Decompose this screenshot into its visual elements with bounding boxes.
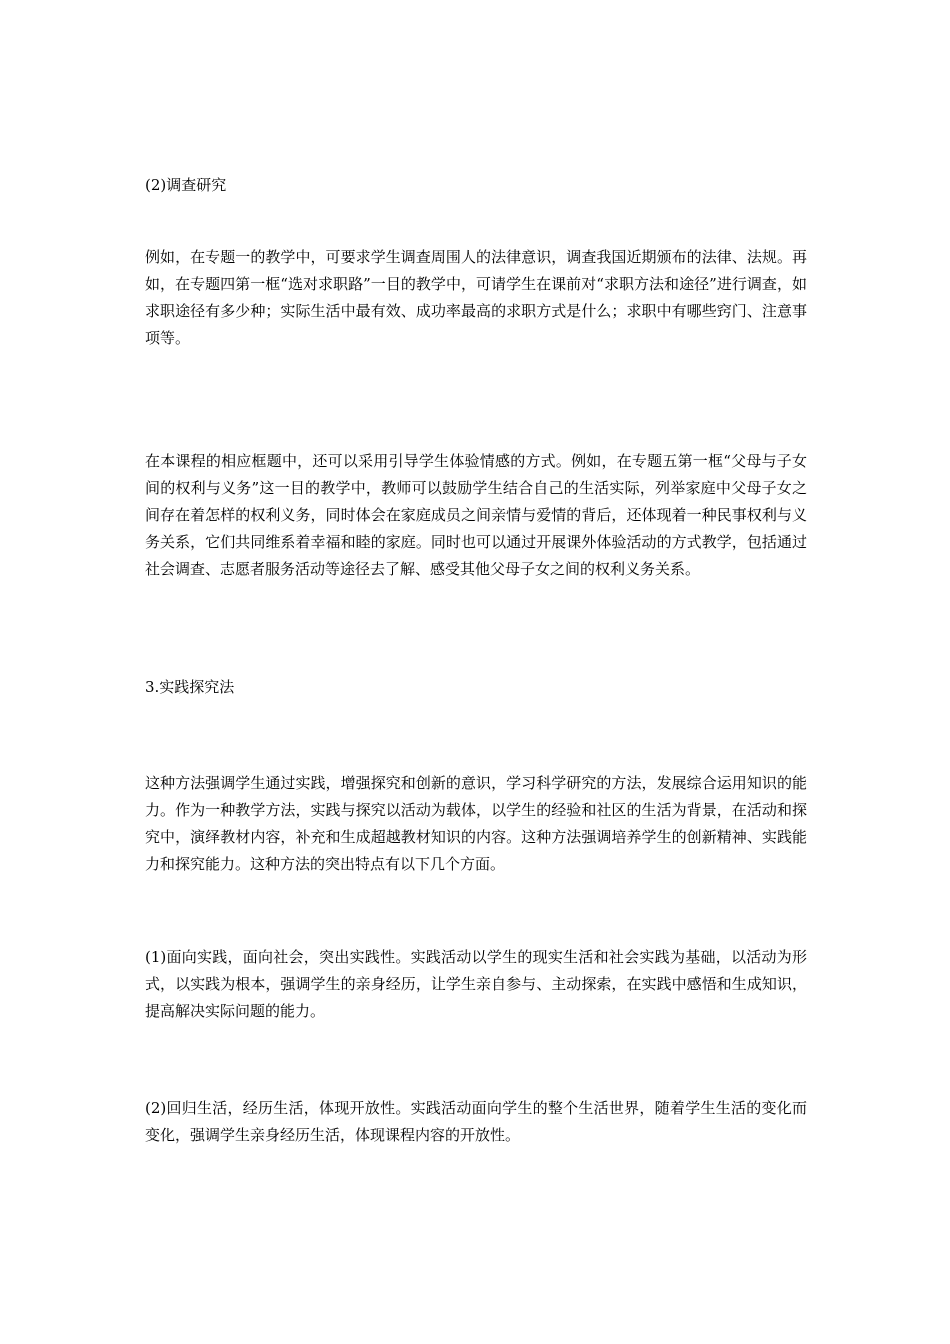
paragraph-feature-openness: (2)回归生活，经历生活，体现开放性。实践活动面向学生的整个生活世界，随着学生生活的变化而变化，强调学生亲身经历生活，体现课程内容的开放性。 xyxy=(145,1099,807,1144)
paragraph-practice-method: 这种方法强调学生通过实践，增强探究和创新的意识，学习科学研究的方法，发展综合运用知识的能力。作为一种教学方法，实践与探究以活动为载体，以学生的经验和社区的生活为背景，在活动和探究中，演绎教材内容，补充和生成超越教材知识的内容。这种方法强调培养学生的创新精神、实践能力和探究能力。这种方法的突出特点有以下几个方面。 xyxy=(145,774,807,873)
section-heading-survey-research: (2)调查研究 xyxy=(145,176,227,194)
paragraph-emotional-experience: 在本课程的相应框题中，还可以采用引导学生体验情感的方式。例如，在专题五第一框“父母与子女间的权利与义务”这一目的教学中，教师可以鼓励学生结合自己的生活实际，列举家庭中父母子女之间存在着怎样的权利义务，同时体会在家庭成员之间亲情与爱情的背后，还体现着一种民事权利与义务关系，它们共同维系着幸福和睦的家庭。同时也可以通过开展课外体验活动的方式教学，包括通过社会调查、志愿者服务活动等途径去了解、感受其他父母子女之间的权利义务关系。 xyxy=(145,452,807,578)
paragraph-feature-practicality: (1)面向实践，面向社会，突出实践性。实践活动以学生的现实生活和社会实践为基础，以活动为形式，以实践为根本，强调学生的亲身经历，让学生亲自参与、主动探索，在实践中感悟和生成知识，提高解决实际问题的能力。 xyxy=(145,948,807,1020)
paragraph-survey-examples: 例如，在专题一的教学中，可要求学生调查周围人的法律意识，调查我国近期颁布的法律、法规。再如，在专题四第一框“选对求职路”一目的教学中，可请学生在课前对“求职方法和途径”进行调查，如求职途径有多少种；实际生活中最有效、成功率最高的求职方式是什么；求职中有哪些窍门、注意事项等。 xyxy=(145,248,807,347)
section-heading-practice-inquiry: 3.实践探究法 xyxy=(145,678,235,696)
